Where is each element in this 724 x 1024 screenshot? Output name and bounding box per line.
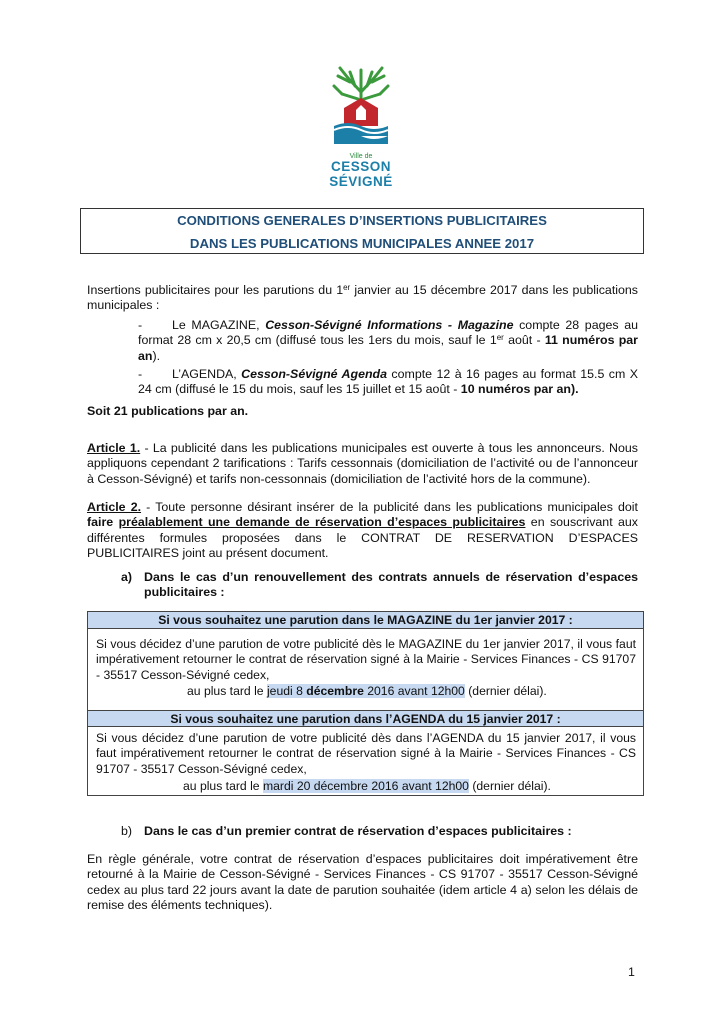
bullet-2-text-b: compte 12 à 16 pages au format 15.5 cm X 24 cm (diffusé le 15 du mois, sauf les 15 juillet et 15 août - <box>138 367 638 397</box>
bullet-magazine <box>138 318 638 364</box>
bullet-dash-1: - <box>138 318 143 332</box>
article-2-text-b: en souscrivant aux différentes formules proposées dans le CONTRAT DE RESERVATION D’ESPACES PUBLICITAIRES joint au présent document. <box>87 515 638 560</box>
publications-summary: Soit 21 publications par an. <box>87 404 249 418</box>
title-line-1: CONDITIONS GENERALES D’INSERTIONS PUBLICITAIRES <box>177 213 547 228</box>
table-row-2-deadline <box>183 779 623 794</box>
bullet-2-agenda-name: Cesson-Sévigné Agenda <box>241 367 387 381</box>
table-row-1-deadline <box>187 684 627 699</box>
title-line-2: DANS LES PUBLICATIONS MUNICIPALES ANNEE 2017 <box>189 236 535 251</box>
closing-paragraph: En règle générale, votre contrat de réservation d’espaces publicitaires doit impérativement être retourné à la Mairie de Cesson-Sévigné - Services Finances - CS 91707 - 35517 Cesson-Sévigné cedex au plus tard 22 jours avant la date de parution souhaitée (idem article 4 a) selon les délais de remise des éléments techniques). <box>87 852 638 912</box>
bullet-1-text-a: Le MAGAZINE, <box>172 318 266 332</box>
bullet-1-sup: er <box>496 333 504 343</box>
bullet-2-text-a: L’AGENDA, <box>172 367 242 381</box>
cesson-sevigne-logo <box>320 64 402 192</box>
deadline-2-highlight: mardi 20 décembre 2016 avant 12h00 <box>262 779 469 793</box>
bullet-1-text-c: août - <box>503 333 545 348</box>
article-2 <box>87 500 638 561</box>
deadline-1-month: décembre <box>306 684 364 698</box>
bullet-dash-2: - <box>138 367 143 381</box>
section-a-marker: a) <box>121 570 133 584</box>
logo-name-line2: SÉVIGNÉ <box>329 174 393 189</box>
tree-house-emblem-icon <box>320 64 402 148</box>
bullet-1-count: 11 numéros par an <box>138 333 638 363</box>
bullet-1-text-b: compte 28 pages au format 28 cm x 20,5 cm (diffusé tous les 1ers du mois, sauf le 1 <box>138 318 638 348</box>
deadline-1-prefix: au plus tard le <box>187 684 267 698</box>
bullet-2-count: 10 numéros par an). <box>460 382 579 397</box>
intro-sup: er <box>343 283 351 292</box>
deadline-2-prefix: au plus tard le <box>183 779 263 793</box>
deadline-table <box>87 611 644 796</box>
article-2-bold: faire <box>87 515 114 530</box>
intro-paragraph <box>87 283 638 314</box>
table-row-1-text: Si vous décidez d’une parution de votre publicité dès le MAGAZINE du 1er janvier 2017, il vous faut impérativement retourner le contrat de réservation signé à la Mairie - Services Finances - CS 91707 - 35517 Cesson-Sévigné cedex, <box>96 637 636 682</box>
table-row-2-header: Si vous souhaitez une parution dans l’AGENDA du 15 janvier 2017 : <box>88 710 643 727</box>
deadline-2-suffix: (dernier délai). <box>468 779 551 793</box>
intro-text-end: janvier au 15 décembre 2017 dans les publications municipales : <box>87 283 638 313</box>
article-2-text-a: - Toute personne désirant insérer de la publicité dans les publications municipales doit <box>141 500 638 514</box>
deadline-1-day: jeudi 8 <box>266 684 307 698</box>
table-row-2-text: Si vous décidez d’une parution de votre publicité dès dans l’AGENDA du 15 janvier 2017, il vous faut impérativement retourner le contrat de réservation signé à la Mairie - Services Finances - CS 91707 - 35517 Cesson-Sévigné cedex, <box>96 731 636 776</box>
deadline-1-highlight <box>267 684 465 698</box>
article-1 <box>87 441 638 487</box>
document-title-box <box>80 208 644 254</box>
deadline-1-time: 2016 avant 12h00 <box>363 684 465 698</box>
section-b-marker: b) <box>121 824 133 838</box>
article-2-bold-underlined: préalablement une demande de réservation d’espaces publicitaires <box>118 515 526 530</box>
page-number: 1 <box>628 965 635 979</box>
deadline-1-suffix: (dernier délai). <box>464 684 547 698</box>
section-b-heading: Dans le cas d’un premier contrat de réservation d’espaces publicitaires : <box>144 824 572 838</box>
bullet-agenda <box>138 367 638 398</box>
article-1-label: Article 1. <box>87 441 141 455</box>
bullet-1-text-d: ). <box>152 348 161 363</box>
section-a-heading: Dans le cas d’un renouvellement des contrats annuels de réservation d’espaces publicitaires : <box>144 570 638 600</box>
bullet-1-magazine-name: Cesson-Sévigné Informations - Magazine <box>265 318 514 332</box>
logo-name-line1: CESSON <box>330 159 391 174</box>
article-1-text: - La publicité dans les publications municipales est ouverte à tous les annonceurs. Nous appliquons cependant 2 tarifications : Tarifs cessonnais (domiciliation de l’activité ou de l’annonceur à Cesson-Sévigné) et tarifs non-cessonnais (domiciliation de l’activité hors de la commune). <box>87 441 638 486</box>
intro-text-start: Insertions publicitaires pour les parutions du 1 <box>87 283 344 297</box>
article-2-label: Article 2. <box>87 500 142 514</box>
table-row-1-header: Si vous souhaitez une parution dans le MAGAZINE du 1er janvier 2017 : <box>88 612 643 629</box>
logo-caption: Ville de <box>349 153 373 160</box>
